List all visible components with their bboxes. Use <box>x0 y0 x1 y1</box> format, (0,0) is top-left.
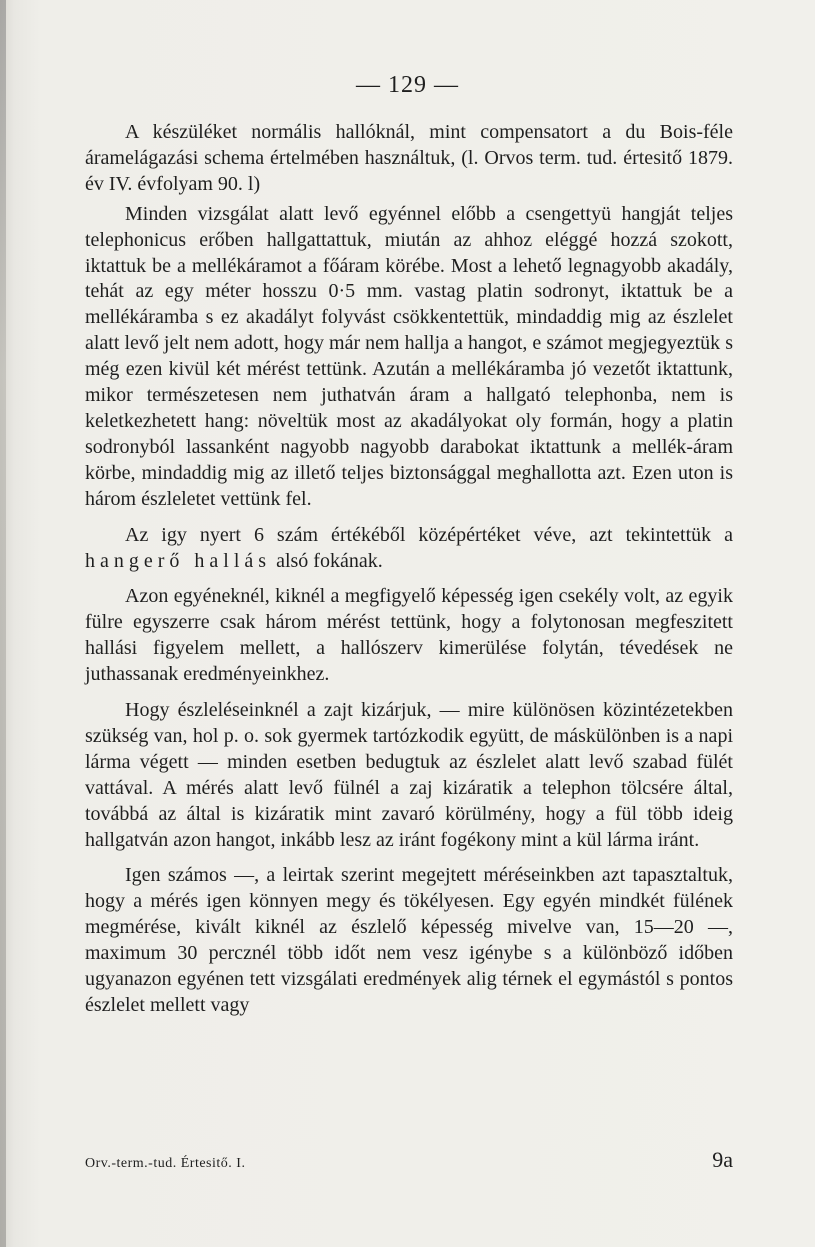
paragraph-4: Azon egyéneknél, kiknél a megfigyelő képesség igen csekély volt, az egyik fülre egyszerre csak három mérést tettünk, hogy a folytonosan megfeszitett hallási figyelem mellett, a hallószerv kimerülése folytán, tévedések ne juthassanak eredményeinkhez. <box>85 585 733 686</box>
page-spine-shadow <box>0 0 6 1247</box>
footer-signature-mark: 9a <box>712 1147 733 1172</box>
page-number-header: — 129 — <box>356 72 459 98</box>
paragraph-2: Minden vizsgálat alatt levő egyénnel előbb a csengettyü hangját teljes telephonicus erőben hallgattattuk, miután az ahhoz eléggé hozzá szokott, iktattuk be a mellékáramot a főáram körébe. Most a lehető legnagyobb akadály, tehát az egy méter hosszu 0·5 mm. vastag platin sodronyt, iktattuk be a mellékáramba s ez akadályt folyvást csökkentettük, mindaddig mig az észlelet alatt levő jelt nem adott, hogy már nem hallja a hangot, e számot megjegyeztük s még ezen kivül két mérést tettünk. Azután a mellékáramba jó vezetőt iktattunk, mikor természetesen nem juthatván áram a hallgató telephonba, nem is keletkezhetett hang: növeltük most az akadályokat oly formán, hogy a platin sodronyból lassanként nagyobb nagyobb darabokat iktattunk a mellék-áram körbe, mindaddig mig az illető teljes biztonsággal meghallotta azt. Ezen uton is három észleletet vettünk fel. <box>85 202 733 510</box>
paragraph-3-before: Az igy nyert 6 szám értékéből középértéket véve, azt tekintettük a <box>125 523 733 546</box>
spaced-emphasis: hangerő hallás <box>85 549 272 572</box>
paragraph-3 <box>85 523 733 575</box>
paragraph-1: A készüléket normális hallóknál, mint compensatort a du Bois-féle áramelágazási schema értelmében használtuk, (l. Orvos term. tud. értesitő 1879. év IV. évfolyam 90. l) <box>85 121 733 195</box>
page-footer <box>85 1147 733 1173</box>
body-text <box>85 120 733 1029</box>
footer-journal-name: Orv.-term.-tud. Értesitő. I. <box>85 1156 246 1171</box>
paragraph-5: Hogy észleléseinknél a zajt kizárjuk, — mire különösen közintézetekben szükség van, hol p. o. sok gyermek tartózkodik együtt, de máskülönben is a napi lárma végett — minden esetben bedugtuk az észlelet alatt levő szabad fülét vattával. A mérés alatt levő fülnél a zaj kizáratik a telephon tölcsére által, továbbá az által is kizáratik mint zavaró körülmény, hogy a fül több ideig hallgatván azon hangot, inkább lesz az iránt fogékony mint a kül lárma iránt. <box>85 699 733 851</box>
paragraph-6: Igen számos —, a leirtak szerint megejtett méréseinkben azt tapasztaltuk, hogy a mérés igen könnyen megy és tökélyesen. Egy egyén mindkét fülének megmérése, kivált kiknél az észlelő képesség mivelve van, 15—20 —, maximum 30 percznél több időt nem vesz igénybe s a különböző időben ugyanazon egyénen tett vizsgálati eredmények alig térnek el egymástól s pontos észlelet mellett vagy <box>85 864 733 1016</box>
paragraph-3-after: alsó fokának. <box>271 549 383 572</box>
